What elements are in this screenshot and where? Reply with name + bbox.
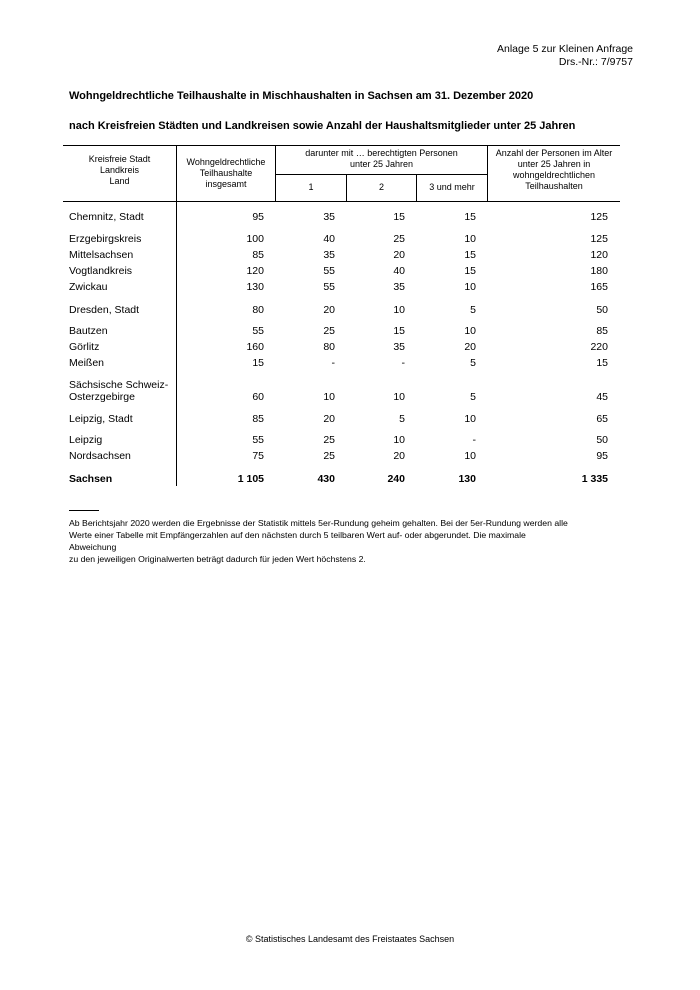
region-name: Leipzig [69, 434, 103, 446]
header-sub-3: 3 und mehr [429, 182, 475, 192]
table-row [0, 412, 700, 426]
region-name: Chemnitz, Stadt [69, 211, 144, 223]
footer-copyright: © Statistisches Landesamt des Freistaates Sachsen [245, 934, 455, 944]
cell-p2: 35 [393, 281, 405, 293]
cell-p2: 10 [393, 434, 405, 446]
region-name: Bautzen [69, 325, 108, 337]
cell-p3: 10 [464, 325, 476, 337]
cell-p2: 15 [393, 211, 405, 223]
table-top-rule [63, 145, 620, 146]
cell-persons: 125 [590, 233, 608, 245]
cell-p1: 20 [323, 304, 335, 316]
header-text: unter 25 Jahren [349, 159, 414, 169]
table-row [0, 303, 700, 317]
cell-total: 100 [246, 233, 264, 245]
header-text: Land [109, 176, 130, 186]
cell-p3: 10 [464, 413, 476, 425]
footnote-rule [69, 510, 99, 511]
cell-total: 85 [252, 413, 264, 425]
table-row [0, 324, 700, 338]
cell-persons: 125 [590, 211, 608, 223]
header-text: Anzahl der Personen im Alter [495, 148, 613, 158]
cell-persons: 45 [596, 391, 608, 403]
cell-persons: 180 [590, 265, 608, 277]
cell-p1: 430 [317, 473, 335, 485]
cell-p1: 10 [323, 391, 335, 403]
annex-reference [497, 43, 633, 69]
cell-p3: 10 [464, 281, 476, 293]
document-number: Drs.-Nr.: 7/9757 [558, 56, 633, 68]
cell-p1: 25 [323, 434, 335, 446]
header-text: insgesamt [205, 179, 247, 189]
cell-persons: 165 [590, 281, 608, 293]
cell-persons: 1 335 [581, 473, 608, 485]
cell-p1: 40 [323, 233, 335, 245]
region-name: Meißen [69, 357, 105, 369]
table-row [0, 232, 700, 246]
region-name: Osterzgebirge [69, 391, 135, 403]
subheader-rule [275, 174, 487, 175]
table-row [0, 264, 700, 278]
cell-persons: 120 [590, 249, 608, 261]
table-row [0, 210, 700, 224]
page-subtitle: nach Kreisfreien Städten und Landkreisen sowie Anzahl der Haushaltsmitglieder unter 25 Jahren [69, 120, 576, 132]
table-row [0, 280, 700, 294]
region-name: Leipzig, Stadt [69, 413, 133, 425]
header-group [276, 148, 487, 170]
table-header-rule [63, 201, 620, 202]
table-row [0, 390, 700, 404]
region-name: Zwickau [69, 281, 108, 293]
region-name: Vogtlandkreis [69, 265, 133, 277]
footnote-line: Ab Berichtsjahr 2020 werden die Ergebnisse der Statistik mittels 5er-Rundung geheim gehalten. Bei der 5er-Rundung werden alle [69, 518, 568, 528]
cell-p3: - [472, 434, 476, 446]
cell-p1: 25 [323, 450, 335, 462]
footnote-line: Werte einer Tabelle mit Empfängerzahlen auf den nächsten durch 5 teilbaren Wert auf- oder abgerundet. Die maximale [69, 530, 526, 540]
cell-p2: 10 [393, 391, 405, 403]
cell-p1: 35 [323, 211, 335, 223]
cell-total: 85 [252, 249, 264, 261]
annex-line: Anlage 5 zur Kleinen Anfrage [496, 43, 633, 55]
header-text: Landkreis [99, 165, 140, 175]
cell-total: 95 [252, 211, 264, 223]
cell-p2: 240 [387, 473, 405, 485]
cell-persons: 95 [596, 450, 608, 462]
cell-p1: - [331, 357, 335, 369]
cell-p3: 15 [464, 265, 476, 277]
cell-persons: 65 [596, 413, 608, 425]
cell-persons: 50 [596, 304, 608, 316]
cell-total: 160 [246, 341, 264, 353]
header-sub-2: 2 [378, 182, 384, 192]
header-persons [488, 148, 620, 192]
cell-total: 80 [252, 304, 264, 316]
cell-p3: 15 [464, 249, 476, 261]
cell-total: 60 [252, 391, 264, 403]
header-text: Kreisfreie Stadt [88, 154, 151, 164]
cell-p2: 15 [393, 325, 405, 337]
header-text: Teilhaushalten [525, 181, 583, 191]
cell-persons: 220 [590, 341, 608, 353]
cell-total: 15 [252, 357, 264, 369]
table-row [0, 248, 700, 262]
header-text: Wohngeldrechtliche [186, 157, 266, 167]
cell-p2: - [401, 357, 405, 369]
cell-p2: 10 [393, 304, 405, 316]
cell-persons: 50 [596, 434, 608, 446]
table-total-row [0, 472, 700, 486]
cell-total: 130 [246, 281, 264, 293]
region-name: Mittelsachsen [69, 249, 134, 261]
header-sub-1: 1 [308, 182, 314, 192]
cell-p3: 5 [470, 391, 476, 403]
cell-p3: 20 [464, 341, 476, 353]
cell-p3: 5 [470, 357, 476, 369]
region-name: Dresden, Stadt [69, 304, 140, 316]
header-text: darunter mit … berechtigten Personen [305, 148, 458, 158]
cell-p2: 25 [393, 233, 405, 245]
cell-total: 120 [246, 265, 264, 277]
cell-total: 55 [252, 325, 264, 337]
cell-p2: 40 [393, 265, 405, 277]
region-name: Sächsische Schweiz- [69, 379, 169, 391]
header-total [177, 157, 275, 190]
table-row [0, 433, 700, 447]
cell-p3: 10 [464, 450, 476, 462]
footnote-line: zu den jeweiligen Originalwerten beträgt dadurch für jeden Wert höchstens 2. [69, 554, 366, 564]
cell-persons: 15 [596, 357, 608, 369]
cell-total: 1 105 [237, 473, 264, 485]
page-title: Wohngeldrechtliche Teilhaushalte in Mischhaushalten in Sachsen am 31. Dezember 2020 [69, 90, 534, 102]
table-row [0, 340, 700, 354]
cell-p2: 20 [393, 249, 405, 261]
cell-p2: 5 [399, 413, 405, 425]
cell-p1: 35 [323, 249, 335, 261]
cell-p3: 5 [470, 304, 476, 316]
cell-p3: 15 [464, 211, 476, 223]
header-region [63, 154, 176, 187]
cell-p1: 55 [323, 265, 335, 277]
cell-p1: 20 [323, 413, 335, 425]
region-name: Erzgebirgskreis [69, 233, 142, 245]
region-name: Nordsachsen [69, 450, 131, 462]
cell-total: 55 [252, 434, 264, 446]
cell-p3: 10 [464, 233, 476, 245]
cell-p2: 20 [393, 450, 405, 462]
region-name: Görlitz [69, 341, 100, 353]
cell-p3: 130 [458, 473, 476, 485]
header-text: wohngeldrechtlichen [512, 170, 596, 180]
cell-p1: 55 [323, 281, 335, 293]
header-text: unter 25 Jahren in [517, 159, 591, 169]
table-row [0, 449, 700, 463]
cell-p1: 25 [323, 325, 335, 337]
region-name: Sachsen [69, 473, 113, 485]
footnote-line: Abweichung [69, 542, 117, 552]
footnote [69, 517, 629, 565]
cell-persons: 85 [596, 325, 608, 337]
cell-total: 75 [252, 450, 264, 462]
table-row [0, 356, 700, 370]
header-text: Teilhaushalte [199, 168, 253, 178]
cell-p1: 80 [323, 341, 335, 353]
cell-p2: 35 [393, 341, 405, 353]
